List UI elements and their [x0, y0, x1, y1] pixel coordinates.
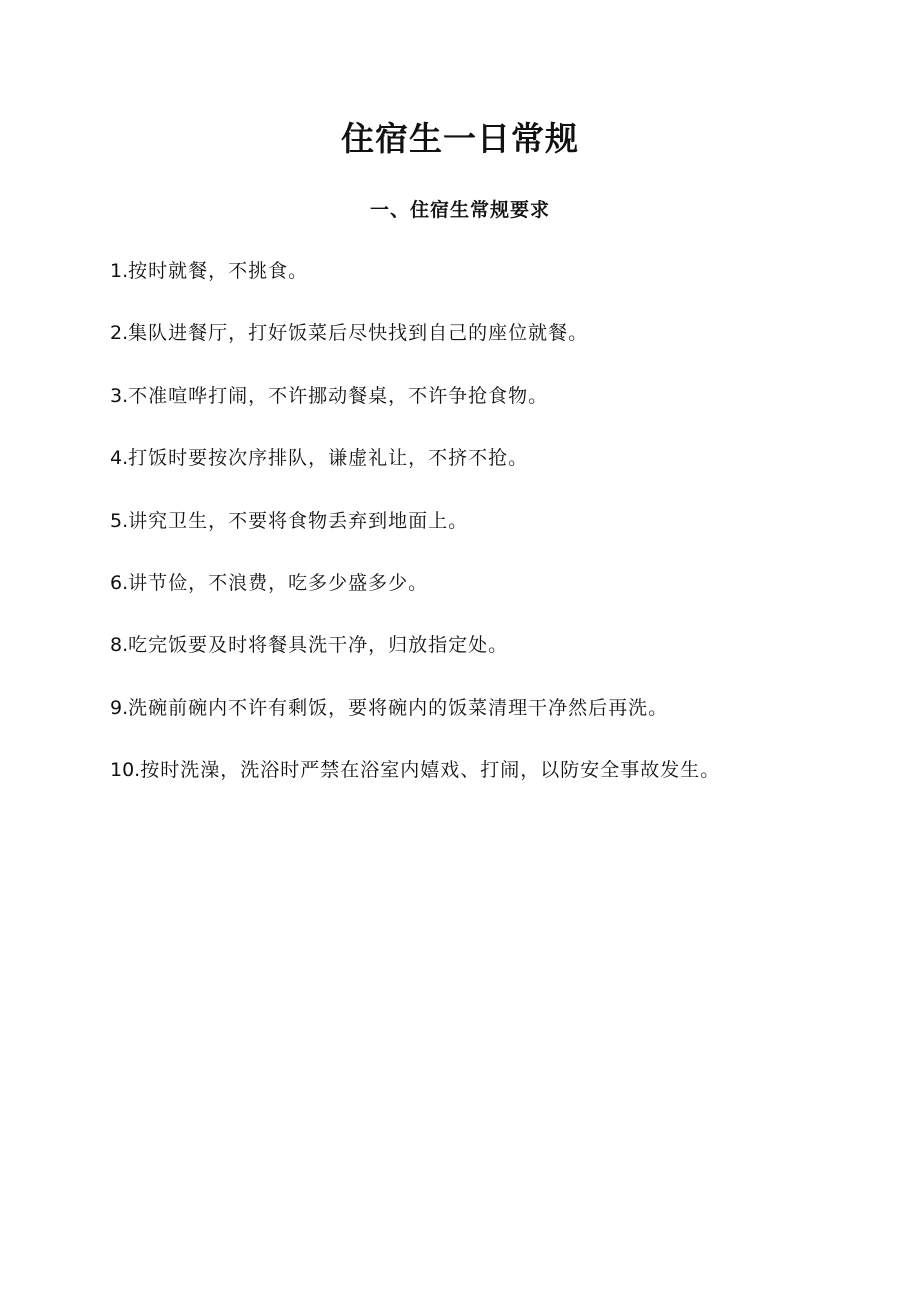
rule-number: 5. [110, 509, 129, 532]
rule-item [110, 504, 870, 566]
rule-text: 讲究卫生，不要将食物丢弃到地面上。 [128, 509, 469, 532]
rule-text: 洗碗前碗内不许有剩饭，要将碗内的饭菜清理干净然后再洗。 [128, 696, 669, 719]
rule-item [110, 441, 870, 503]
rules-list [110, 254, 870, 816]
rule-number: 1. [110, 260, 129, 282]
rule-item [110, 566, 870, 628]
rule-text: 打饭时要按次序排队，谦虚礼让，不挤不抢。 [128, 447, 529, 470]
rule-item [110, 379, 870, 441]
rule-item [110, 628, 870, 690]
section-heading: 一、住宿生常规要求 [369, 199, 550, 221]
rule-number: 2. [110, 322, 129, 345]
rule-text: 按时洗澡，洗浴时严禁在浴室内嬉戏、打闹，以防安全事故发生。 [140, 759, 721, 782]
rule-text: 吃完饭要及时将餐具洗干净，归放指定处。 [128, 634, 509, 657]
rule-text: 不准喧哗打闹，不许挪动餐桌，不许争抢食物。 [128, 384, 549, 407]
rule-number: 3. [110, 384, 129, 407]
rule-number: 9. [110, 696, 129, 719]
rule-item [110, 691, 870, 753]
rule-item [110, 316, 870, 378]
rule-number: 6. [110, 571, 129, 594]
rule-number: 4. [110, 447, 129, 470]
rule-item [110, 254, 870, 316]
rule-text: 按时就餐，不挑食。 [128, 260, 309, 282]
document-title: 住宿生一日常规 [341, 119, 579, 158]
rule-item [110, 753, 870, 815]
rule-number: 10. [110, 759, 141, 782]
rule-text: 讲节俭，不浪费，吃多少盛多少。 [128, 571, 429, 594]
rule-text: 集队进餐厅，打好饭菜后尽快找到自己的座位就餐。 [128, 322, 589, 345]
rule-number: 8. [110, 634, 129, 657]
